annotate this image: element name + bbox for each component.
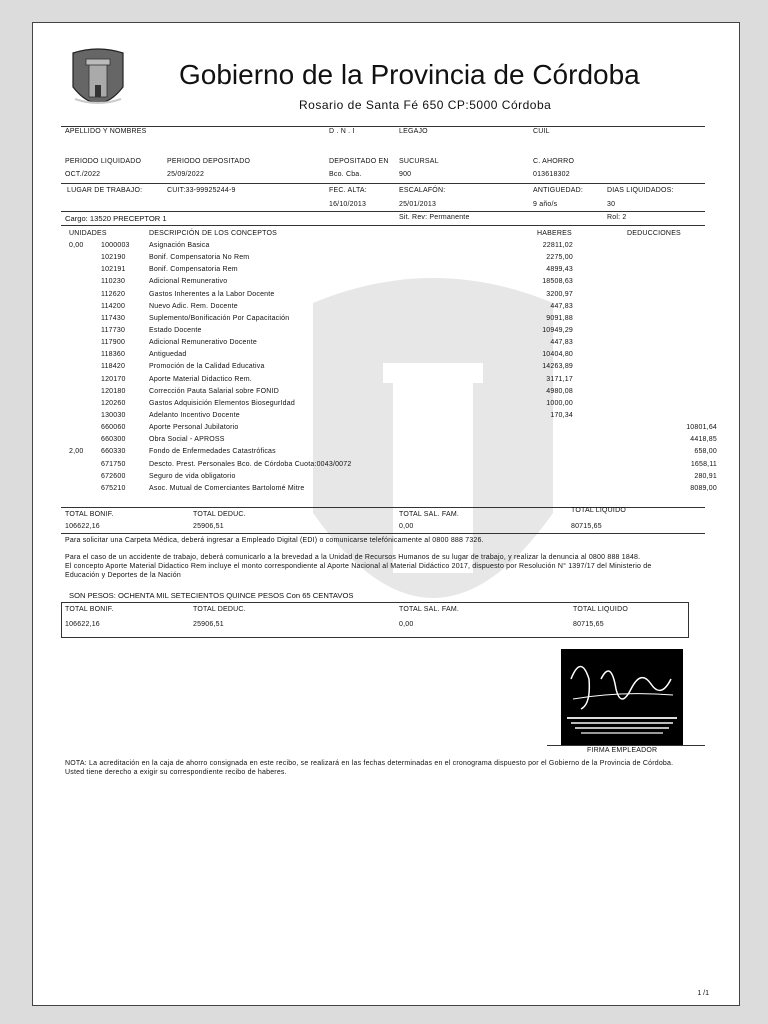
row-code: 1000003 — [101, 242, 130, 249]
row-code: 102190 — [101, 254, 126, 262]
row-description: Descto. Prest. Personales Bco. de Córdoba Cuota:0043/0072 — [149, 460, 352, 468]
row-deduccion: 280,91 — [694, 472, 717, 480]
province-crest-logo — [69, 47, 127, 115]
row-haber: 3171,17 — [546, 375, 573, 383]
row-description: Adelanto Incentivo Docente — [149, 411, 240, 419]
row-code: 118420 — [101, 363, 126, 371]
row-description: Asignación Basica — [149, 242, 210, 249]
signature-label: FIRMA EMPLEADOR — [587, 747, 658, 754]
row-code: 114200 — [101, 302, 126, 310]
row-description: Bonif. Compensatoria No Rem — [149, 254, 250, 262]
row-code: 120180 — [101, 387, 126, 395]
value-dias: 30 — [607, 201, 616, 208]
note-accidente: Para el caso de un accidente de trabajo, deberá comunicarlo a la brevedad a la Unidad de Recursos Humanos de su lugar de trabajo, y realizar la denuncia al 0800 888 1848. — [65, 554, 641, 561]
label-depositado: PERIODO DEPOSITADO — [167, 158, 251, 165]
row-description: Promoción de la Calidad Educativa — [149, 363, 265, 371]
row-haber: 3200,97 — [546, 290, 573, 298]
son-pesos: SON PESOS: OCHENTA MIL SETECIENTOS QUINCE PESOS Con 65 CENTAVOS — [69, 591, 354, 600]
row-haber: 447,83 — [550, 339, 573, 347]
footer-nota-2: Usted tiene derecho a exigir su correspondiente recibo de haberes. — [65, 769, 287, 776]
value-depositado: 25/09/2022 — [167, 171, 205, 178]
row-deduccion: 1658,11 — [690, 460, 717, 468]
row-haber: 4899,43 — [546, 266, 573, 274]
box-bonif-label: TOTAL BONIF. — [65, 606, 114, 613]
row-deduccion: 4418,85 — [690, 436, 717, 444]
col-deducciones: DEDUCCIONES — [627, 230, 681, 237]
label-ahorro: C. AHORRO — [533, 158, 575, 165]
box-liquido-label: TOTAL LIQUIDO — [573, 606, 628, 613]
row-code: 130030 — [101, 411, 126, 419]
row-deduccion: 658,00 — [694, 448, 717, 456]
row-haber: 9091,88 — [546, 314, 573, 322]
col-haberes: HABERES — [537, 230, 572, 237]
label-lugar: LUGAR DE TRABAJO: — [67, 187, 143, 194]
total-bonif-label: TOTAL BONIF. — [65, 511, 114, 518]
row-description: Antiguedad — [149, 351, 187, 359]
row-code: 671750 — [101, 460, 126, 468]
total-salfam-label: TOTAL SAL. FAM. — [399, 511, 460, 518]
row-haber: 18508,63 — [542, 278, 573, 286]
box-salfam-value: 0,00 — [399, 621, 414, 628]
row-haber: 4980,08 — [546, 387, 573, 395]
col-unidades: UNIDADES — [69, 230, 107, 237]
page-number: 1 /1 — [697, 990, 709, 997]
row-code: 118360 — [101, 351, 126, 359]
box-deduc-label: TOTAL DEDUC. — [193, 606, 246, 613]
label-name: APELLIDO Y NOMBRES — [65, 128, 147, 135]
row-description: Fondo de Enfermedades Catastróficas — [149, 448, 276, 456]
row-code: 102191 — [101, 266, 126, 274]
row-code: 110230 — [101, 278, 126, 286]
label-dni: D . N . I — [329, 128, 355, 135]
row-code: 112620 — [101, 290, 126, 298]
col-desc: DESCRIPCIÓN DE LOS CONCEPTOS — [149, 230, 277, 237]
row-description: Adicional Remunerativo — [149, 278, 228, 286]
total-deduc-label: TOTAL DEDUC. — [193, 511, 246, 518]
row-haber: 10949,29 — [542, 326, 573, 334]
row-description: Suplemento/Bonificación Por Capacitación — [149, 314, 290, 322]
row-haber: 14263,89 — [542, 363, 573, 371]
row-description: Corrección Pauta Salarial sobre FONID — [149, 387, 279, 395]
row-haber: 170,34 — [550, 411, 573, 419]
row-description: Obra Social - APROSS — [149, 436, 225, 444]
row-deduccion: 10801,64 — [686, 424, 717, 432]
row-code: 117730 — [101, 326, 126, 334]
note-ministerio: Educación y Deportes de la Nación — [65, 572, 181, 579]
label-periodo: PERIODO LIQUIDADO — [65, 158, 142, 165]
row-description: Asoc. Mutual de Comerciantes Bartolomé Mitre — [149, 484, 305, 492]
value-antig: 9 año/s — [533, 201, 558, 208]
footer-nota: NOTA: La acreditación en la caja de ahorro consignada en este recibo, se realizará en las fechas determinadas en el cronograma dispuesto por el Gobierno de la Provincia de Córdoba. — [65, 760, 674, 767]
label-sucursal: SUCURSAL — [399, 158, 439, 165]
row-code: 660300 — [101, 436, 126, 444]
label-alta: FEC. ALTA: — [329, 187, 367, 194]
total-liquido-label: TOTAL LIQUIDO — [571, 507, 626, 514]
label-cuil: CUIL — [533, 128, 550, 135]
value-ahorro: 013618302 — [533, 171, 570, 178]
row-code: 120170 — [101, 375, 126, 383]
employer-signature-image — [561, 649, 683, 745]
value-sucursal: 900 — [399, 171, 412, 178]
row-deduccion: 8089,00 — [690, 484, 717, 492]
label-antig: ANTIGUEDAD: — [533, 187, 584, 194]
payslip-page — [32, 22, 740, 1006]
row-code: 675210 — [101, 484, 126, 492]
total-deduc-value: 25906,51 — [193, 523, 224, 530]
cargo: Cargo: 13520 PRECEPTOR 1 — [65, 214, 167, 223]
row-description: Nuevo Adic. Rem. Docente — [149, 302, 238, 310]
box-deduc-value: 25906,51 — [193, 621, 224, 628]
value-periodo: OCT./2022 — [65, 171, 101, 178]
row-code: 660330 — [101, 448, 126, 456]
row-description: Bonif. Compensatoria Rem — [149, 266, 238, 274]
row-unidades: 0,00 — [69, 242, 84, 249]
label-dias: DIAS LIQUIDADOS: — [607, 187, 674, 194]
row-haber: 22811,02 — [542, 242, 573, 249]
total-liquido-value: 80715,65 — [571, 523, 602, 530]
rol: Rol: 2 — [607, 214, 627, 221]
note-material-didactico: El concepto Aporte Material Didactico Rem incluye el monto correspondiente al Aporte Nacional al Material Didáctico 2017, dispuesto por Resolución N° 1397/17 del Ministerio de — [65, 563, 652, 570]
sit-rev: Sit. Rev: Permanente — [399, 214, 470, 221]
header-address: Rosario de Santa Fé 650 CP:5000 Córdoba — [299, 98, 552, 112]
label-cuit: CUIT:33-99925244-9 — [167, 187, 236, 194]
row-code: 660060 — [101, 424, 126, 432]
box-bonif-value: 106622,16 — [65, 621, 100, 628]
label-dep-en: DEPOSITADO EN — [329, 158, 389, 165]
row-code: 120260 — [101, 399, 126, 407]
note-carpeta-medica: Para solicitar una Carpeta Médica, deberá ingresar a Empleado Digital (EDI) o comunicarse telefónicamente al 0800 888 7326. — [65, 537, 484, 544]
row-haber: 10404,80 — [542, 351, 573, 359]
value-alta: 16/10/2013 — [329, 201, 367, 208]
box-salfam-label: TOTAL SAL. FAM. — [399, 606, 460, 613]
row-description: Gastos Inherentes a la Labor Docente — [149, 290, 275, 298]
row-unidades: 2,00 — [69, 448, 84, 456]
row-description: Gastos Adquisición Elementos BiosegurIdad — [149, 399, 295, 407]
row-description: Adicional Remunerativo Docente — [149, 339, 257, 347]
row-description: Aporte Personal Jubilatorio — [149, 424, 239, 432]
value-escalafon: 25/01/2013 — [399, 201, 437, 208]
row-haber: 1000,00 — [546, 399, 573, 407]
row-haber: 2275,00 — [546, 254, 573, 262]
total-bonif-value: 106622,16 — [65, 523, 100, 530]
row-description: Aporte Material Didactico Rem. — [149, 375, 252, 383]
row-code: 117900 — [101, 339, 126, 347]
row-haber: 447,83 — [550, 302, 573, 310]
total-salfam-value: 0,00 — [399, 523, 414, 530]
page-title: Gobierno de la Provincia de Córdoba — [179, 59, 640, 90]
row-code: 117430 — [101, 314, 126, 322]
row-description: Seguro de vida obligatorio — [149, 472, 236, 480]
row-description: Estado Docente — [149, 326, 202, 334]
value-dep-en: Bco. Cba. — [329, 171, 362, 178]
box-liquido-value: 80715,65 — [573, 621, 604, 628]
label-escalafon: ESCALAFÓN: — [399, 187, 446, 194]
row-code: 672600 — [101, 472, 126, 480]
label-legajo: LEGAJO — [399, 128, 428, 135]
